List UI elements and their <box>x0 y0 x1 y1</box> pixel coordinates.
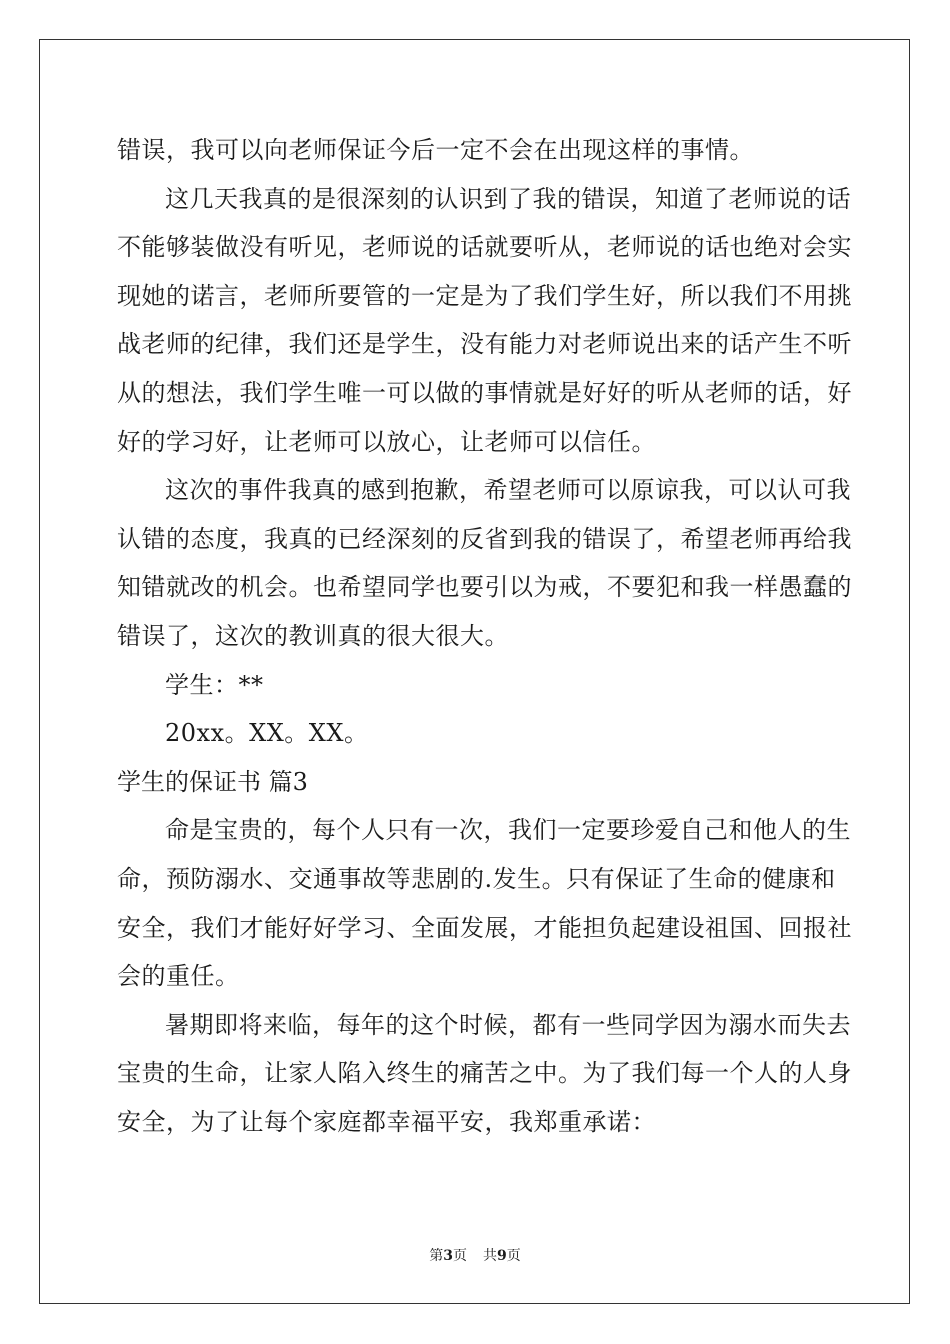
total-pages-number: 9 <box>497 1248 507 1264</box>
text-line: 好的学习好，让老师可以放心，让老师可以信任。 <box>117 427 656 456</box>
text-line: 错误了，这次的教训真的很大很大。 <box>117 621 509 650</box>
total-prefix: 共 <box>483 1248 497 1264</box>
text-line: 这次的事件我真的感到抱歉，希望老师可以原谅我，可以认可我 <box>165 476 851 505</box>
text-line: 知错就改的机会。也希望同学也要引以为戒，不要犯和我一样愚蠢的 <box>117 573 852 602</box>
section-heading: 学生的保证书 篇3 <box>117 767 308 796</box>
current-page-number: 3 <box>443 1248 453 1264</box>
text-line: 学生：** <box>165 670 264 699</box>
page-footer <box>0 1246 950 1266</box>
text-line: 安全，我们才能好好学习、全面发展，才能担负起建设祖国、回报社 <box>117 913 852 942</box>
text-line: 命是宝贵的，每个人只有一次，我们一定要珍爱自己和他人的生 <box>165 816 851 845</box>
text-line: 会的重任。 <box>117 962 240 991</box>
text-line: 宝贵的生命，让家人陷入终生的痛苦之中。为了我们每一个人的人身 <box>117 1059 852 1088</box>
text-line: 现她的诺言，老师所要管的一定是为了我们学生好，所以我们不用挑 <box>117 281 852 310</box>
text-line: 这几天我真的是很深刻的认识到了我的错误，知道了老师说的话 <box>165 184 851 213</box>
text-line: 认错的态度，我真的已经深刻的反省到我的错误了，希望老师再给我 <box>117 524 852 553</box>
text-line: 不能够装做没有听见，老师说的话就要听从，老师说的话也绝对会实 <box>117 233 852 262</box>
text-line: 命，预防溺水、交通事故等悲剧的.发生。只有保证了生命的健康和 <box>117 864 836 893</box>
text-line: 暑期即将来临，每年的这个时候，都有一些同学因为溺水而失去 <box>165 1010 851 1039</box>
text-line: 战老师的纪律，我们还是学生，没有能力对老师说出来的话产生不听 <box>117 330 852 359</box>
document-body <box>117 126 852 1146</box>
text-line: 20xx。XX。XX。 <box>165 719 369 748</box>
text-line: 安全，为了让每个家庭都幸福平安，我郑重承诺： <box>117 1107 656 1136</box>
text-line: 错误，我可以向老师保证今后一定不会在出现这样的事情。 <box>117 136 754 164</box>
page-suffix: 页 <box>453 1248 467 1264</box>
text-line: 从的想法，我们学生唯一可以做的事情就是好好的听从老师的话，好 <box>117 378 852 407</box>
page-prefix: 第 <box>429 1248 444 1264</box>
total-suffix: 页 <box>506 1248 521 1264</box>
